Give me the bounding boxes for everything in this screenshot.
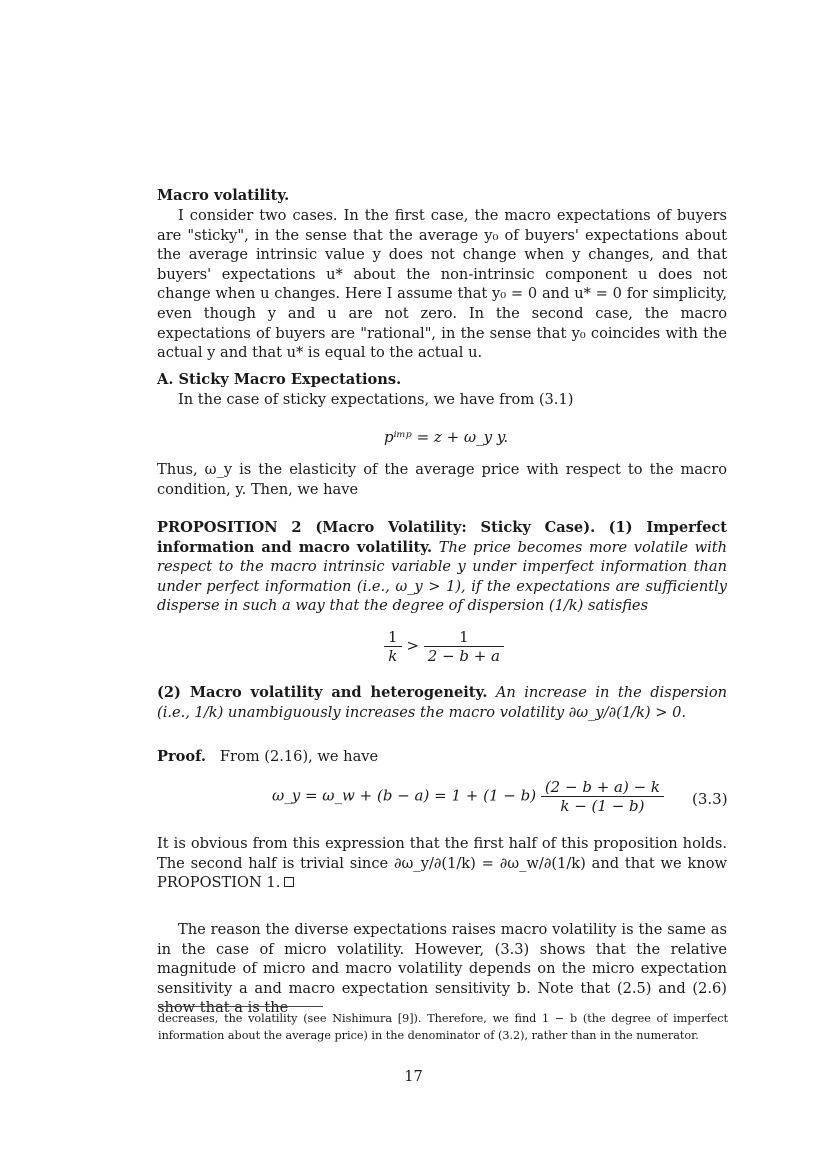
elasticity-paragraph: Thus, ω_y is the elasticity of the average price with respect to the macro condition, y. Then, we have [157,461,727,498]
proposition-part2-text: An increase in the dispersion (i.e., 1/k) unambiguously increases the macro volatility ∂ω_y/∂(1/k) > 0. [157,684,728,721]
proposition-part2 [157,683,727,722]
proposition-part1 [157,518,727,616]
footnote: decreases, the volatility (see Nishimura [9]). Therefore, we find 1 − b (the degree of imperfect information about the average price) in the denominator of (3.2), rather than in the numerator. [158,1012,728,1042]
omega-fraction: $\frac{(2 - b + a) - k}{k - (1 - b)}$ [541,778,664,815]
equation-number: (3.3) [692,790,728,808]
intro-paragraph: I consider two cases. In the first case, the macro expectations of buyers are "sticky", in the sense that the average y₀ of buyers' expectations about the average intrinsic value y does not change when y changes, and that buyers' expectations u* about the non-intrinsic component u does not change when u changes. Here I assume that y₀ = 0 and u* = 0 for simplicity, even though y and u are not zero. In the second case, the macro expectations of buyers are "rational", in the sense that y₀ coincides with the actual y and that u* is equal to the actual u. [157,207,727,362]
proposition-part1-label: (1) Imperfect information and macro volatility. [157,519,728,556]
qed-box [284,877,294,887]
page-number: 17 [404,1068,423,1085]
dispersion-inequality [384,628,504,665]
price-equation: pⁱᵐᵖ = z + ω_y y. [384,428,509,446]
section-title: Macro volatility. [157,187,290,204]
proposition-label: PROPOSITION 2 (Macro Volatility: Sticky Case). [157,519,596,536]
proof-label: Proof. [157,748,206,765]
inequality-lhs: $\frac{1}{k}$ [384,628,402,665]
subsection-lead: In the case of sticky expectations, we have from (3.1) [178,391,574,408]
proof-lead [157,747,727,767]
inequality-operator: > [406,636,419,655]
subsection-title: A. Sticky Macro Expectations. [157,371,402,388]
footnote-rule [158,1006,323,1007]
proof-text: It is obvious from this expression that the first half of this proposition holds. The second half is trivial since ∂ω_y/∂(1/k) = ∂ω_w/∂(1/k) and that we know PROPOSTION 1. [157,835,727,892]
proposition-part2-label: (2) Macro volatility and heterogeneity. [157,684,488,701]
proposition-part1-text: The price becomes more volatile with respect to the macro intrinsic variable y under imperfect information than under perfect information (i.e., ω_y > 1), if the expectations are sufficiently disperse in such a way that the degree of dispersion (1/k) satisfies [157,538,727,615]
omega-equation: ω_y = ω_w + (b − a) = 1 + (1 − b) $\frac{(2 - b + a) - k}{k - (1 - b)}$ [272,778,664,815]
inequality-rhs: $\frac{1}{2 - b + a}$ [424,628,504,665]
proof-lead-text: From (2.16), we have [219,748,379,765]
closing-paragraph: The reason the diverse expectations raises macro volatility is the same as in the case of micro volatility. However, (3.3) shows that the relative magnitude of micro and macro volatility depends on the micro expectation sensitivity a and macro expectation sensitivity b. Note that (2.5) and (2.6) show that a is the [157,921,727,1017]
